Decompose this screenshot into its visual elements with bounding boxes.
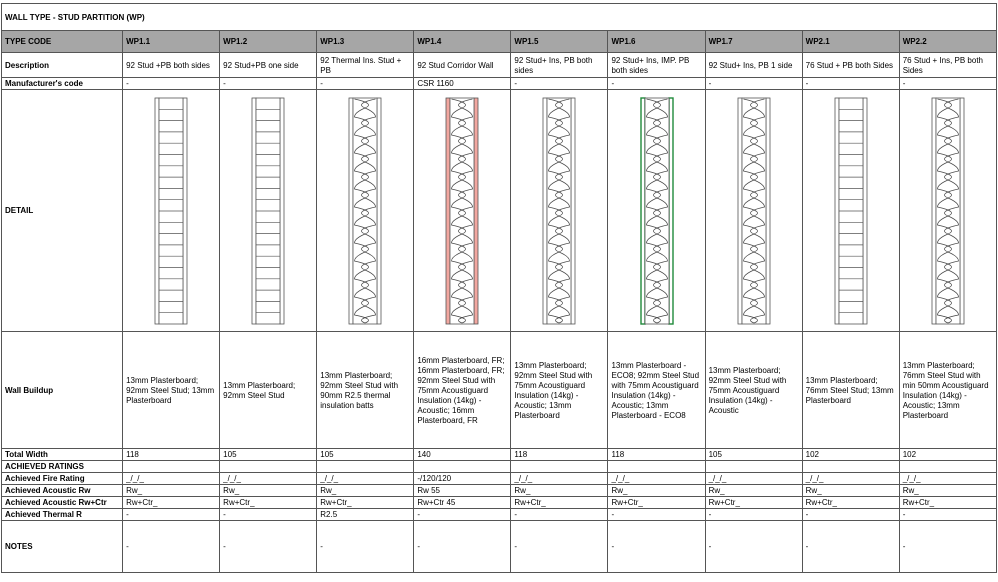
total-width-cell: 118: [511, 449, 608, 461]
description-cell: 92 Stud +PB both sides: [123, 53, 220, 78]
thermal-cell: -: [802, 509, 899, 521]
wall-section-drawing: [640, 97, 674, 325]
fire-cell: _/_/_: [220, 473, 317, 485]
detail-cell: [899, 90, 996, 332]
code-cell: WP1.4: [414, 31, 511, 53]
rwctr-cell: Rw+Ctr_: [511, 497, 608, 509]
thermal-row: [2, 509, 997, 521]
plasterboard-right: [183, 98, 187, 324]
wall-section-drawing: [834, 97, 868, 325]
detail-cell: [220, 90, 317, 332]
code-cell: WP1.2: [220, 31, 317, 53]
plasterboard-right: [766, 98, 770, 324]
plasterboard-right: [474, 98, 478, 324]
description-cell: 92 Stud+PB one side: [220, 53, 317, 78]
notes-cell: -: [511, 521, 608, 573]
detail-cell: [123, 90, 220, 332]
empty-cell: [608, 461, 705, 473]
wall-section-drawing: [931, 97, 965, 325]
code-cell: WP1.7: [705, 31, 802, 53]
empty-cell: [220, 461, 317, 473]
manufacturer-cell: -: [802, 78, 899, 90]
plasterboard-left: [835, 98, 839, 324]
buildup-cell: 13mm Plasterboard; 92mm Steel Stud with 75mm Acoustiguard Insulation (14kg) - Acoustic; 13mm Plasterboard: [511, 332, 608, 449]
fire-cell: _/_/_: [123, 473, 220, 485]
plasterboard-left: [932, 98, 936, 324]
detail-cell: [414, 90, 511, 332]
notes-row: [2, 521, 997, 573]
plasterboard-left: [446, 98, 450, 324]
empty-cell: [899, 461, 996, 473]
detail-row: [2, 90, 997, 332]
rwctr-cell: Rw+Ctr_: [899, 497, 996, 509]
rwctr-cell: Rw+Ctr_: [317, 497, 414, 509]
stud-cavity: [936, 98, 960, 324]
total-width-cell: 102: [802, 449, 899, 461]
rw-cell: Rw 55: [414, 485, 511, 497]
manufacturer-cell: -: [608, 78, 705, 90]
plasterboard-left: [543, 98, 547, 324]
achieved-ratings-label: ACHIEVED RATINGS: [2, 461, 123, 473]
total-width-cell: 140: [414, 449, 511, 461]
buildup-cell: 13mm Plasterboard; 92mm Steel Stud; 13mm Plasterboard: [123, 332, 220, 449]
thermal-cell: -: [511, 509, 608, 521]
thermal-cell: R2.5: [317, 509, 414, 521]
total-width-row: [2, 449, 997, 461]
description-cell: 92 Thermal Ins. Stud + PB: [317, 53, 414, 78]
description-cell: 92 Stud+ Ins, PB 1 side: [705, 53, 802, 78]
notes-cell: -: [414, 521, 511, 573]
rw-cell: Rw_: [899, 485, 996, 497]
plasterboard-left: [349, 98, 353, 324]
code-cell: WP1.3: [317, 31, 414, 53]
stud-cavity: [547, 98, 571, 324]
thermal-cell: -: [123, 509, 220, 521]
manufacturer-cell: -: [317, 78, 414, 90]
description-label: Description: [2, 53, 123, 78]
notes-cell: -: [802, 521, 899, 573]
buildup-label: Wall Buildup: [2, 332, 123, 449]
description-cell: 92 Stud+ Ins, IMP. PB both sides: [608, 53, 705, 78]
empty-cell: [511, 461, 608, 473]
notes-label: NOTES: [2, 521, 123, 573]
wall-section-drawing: [737, 97, 771, 325]
wall-section-drawing: [542, 97, 576, 325]
detail-cell: [317, 90, 414, 332]
rwctr-cell: Rw+Ctr 45: [414, 497, 511, 509]
empty-cell: [123, 461, 220, 473]
code-cell: WP2.1: [802, 31, 899, 53]
fire-cell: _/_/_: [802, 473, 899, 485]
fire-cell: _/_/_: [317, 473, 414, 485]
rw-cell: Rw_: [317, 485, 414, 497]
wall-type-schedule: [1, 3, 997, 573]
notes-cell: -: [123, 521, 220, 573]
buildup-cell: 13mm Plasterboard - ECO8; 92mm Steel Stud with 75mm Acoustiguard Insulation (14kg) - Acoustic; 13mm Plasterboard - ECO8: [608, 332, 705, 449]
acoustic-rw-label: Achieved Acoustic Rw: [2, 485, 123, 497]
description-cell: 92 Stud Corridor Wall: [414, 53, 511, 78]
thermal-cell: -: [414, 509, 511, 521]
notes-cell: -: [705, 521, 802, 573]
total-width-cell: 102: [899, 449, 996, 461]
fire-cell: _/_/_: [608, 473, 705, 485]
manufacturer-cell: -: [511, 78, 608, 90]
buildup-row: [2, 332, 997, 449]
rwctr-cell: Rw+Ctr_: [123, 497, 220, 509]
detail-cell: [705, 90, 802, 332]
rwctr-cell: Rw+Ctr_: [608, 497, 705, 509]
schedule-title: WALL TYPE - STUD PARTITION (WP): [2, 4, 997, 31]
fire-rating-row: [2, 473, 997, 485]
detail-label: DETAIL: [2, 90, 123, 332]
rw-cell: Rw_: [705, 485, 802, 497]
rw-cell: Rw_: [511, 485, 608, 497]
buildup-cell: 13mm Plasterboard; 76mm Steel Stud; 13mm Plasterboard: [802, 332, 899, 449]
plasterboard-right: [280, 98, 284, 324]
buildup-cell: 13mm Plasterboard; 92mm Steel Stud: [220, 332, 317, 449]
description-cell: 76 Stud + Ins, PB both Sides: [899, 53, 996, 78]
plasterboard-left: [738, 98, 742, 324]
buildup-cell: 13mm Plasterboard; 92mm Steel Stud with 90mm R2.5 thermal insulation batts: [317, 332, 414, 449]
wall-section-drawing: [348, 97, 382, 325]
rw-cell: Rw_: [608, 485, 705, 497]
stud-cavity: [645, 98, 669, 324]
rwctr-cell: Rw+Ctr_: [802, 497, 899, 509]
thermal-label: Achieved Thermal R: [2, 509, 123, 521]
rw-cell: Rw_: [123, 485, 220, 497]
empty-cell: [802, 461, 899, 473]
achieved-ratings-row: [2, 461, 997, 473]
stud-cavity: [450, 98, 474, 324]
fire-cell: _/_/_: [899, 473, 996, 485]
acoustic-rw-row: [2, 485, 997, 497]
rwctr-cell: Rw+Ctr_: [220, 497, 317, 509]
wall-section-drawing: [251, 97, 285, 325]
buildup-cell: 16mm Plasterboard, FR; 16mm Plasterboard, FR; 92mm Steel Stud with 75mm Acoustiguard Insulation (14kg) - Acoustic; 16mm Plasterboard, FR: [414, 332, 511, 449]
plasterboard-right: [863, 98, 867, 324]
fire-rating-label: Achieved Fire Rating: [2, 473, 123, 485]
stud-cavity: [742, 98, 766, 324]
total-width-label: Total Width: [2, 449, 123, 461]
total-width-cell: 105: [317, 449, 414, 461]
plasterboard-right: [377, 98, 381, 324]
plasterboard-right: [960, 98, 964, 324]
description-cell: 92 Stud+ Ins, PB both sides: [511, 53, 608, 78]
rwctr-cell: Rw+Ctr_: [705, 497, 802, 509]
thermal-cell: -: [220, 509, 317, 521]
manufacturer-row: [2, 78, 997, 90]
rw-cell: Rw_: [220, 485, 317, 497]
empty-cell: [414, 461, 511, 473]
type-code-label: TYPE CODE: [2, 31, 123, 53]
manufacturer-cell: CSR 1160: [414, 78, 511, 90]
wall-section-drawing: [445, 97, 479, 325]
manufacturer-cell: -: [899, 78, 996, 90]
plasterboard-right: [669, 98, 673, 324]
notes-cell: -: [317, 521, 414, 573]
empty-cell: [317, 461, 414, 473]
total-width-cell: 118: [123, 449, 220, 461]
code-cell: WP1.5: [511, 31, 608, 53]
description-row: [2, 53, 997, 78]
buildup-cell: 13mm Plasterboard; 92mm Steel Stud with 75mm Acoustiguard Insulation (14kg) - Acoustic: [705, 332, 802, 449]
rw-cell: Rw_: [802, 485, 899, 497]
thermal-cell: -: [608, 509, 705, 521]
manufacturer-label: Manufacturer's code: [2, 78, 123, 90]
total-width-cell: 105: [705, 449, 802, 461]
buildup-cell: 13mm Plasterboard; 76mm Steel Stud with min 50mm Acoustiguard Insulation (14kg) - Acoustic; 13mm Plasterboard: [899, 332, 996, 449]
fire-cell: _/_/_: [705, 473, 802, 485]
manufacturer-cell: -: [123, 78, 220, 90]
code-cell: WP1.6: [608, 31, 705, 53]
thermal-cell: -: [705, 509, 802, 521]
total-width-cell: 118: [608, 449, 705, 461]
code-cell: WP1.1: [123, 31, 220, 53]
notes-cell: -: [608, 521, 705, 573]
code-cell: WP2.2: [899, 31, 996, 53]
manufacturer-cell: -: [220, 78, 317, 90]
empty-cell: [705, 461, 802, 473]
detail-cell: [511, 90, 608, 332]
fire-cell: _/_/_: [511, 473, 608, 485]
plasterboard-left: [641, 98, 645, 324]
acoustic-rwctr-row: [2, 497, 997, 509]
stud-cavity: [353, 98, 377, 324]
detail-cell: [608, 90, 705, 332]
plasterboard-left: [252, 98, 256, 324]
acoustic-rwctr-label: Achieved Acoustic Rw+Ctr: [2, 497, 123, 509]
type-code-row: [2, 31, 997, 53]
manufacturer-cell: -: [705, 78, 802, 90]
total-width-cell: 105: [220, 449, 317, 461]
detail-cell: [802, 90, 899, 332]
plasterboard-right: [571, 98, 575, 324]
notes-cell: -: [899, 521, 996, 573]
plasterboard-left: [155, 98, 159, 324]
notes-cell: -: [220, 521, 317, 573]
thermal-cell: -: [899, 509, 996, 521]
description-cell: 76 Stud + PB both Sides: [802, 53, 899, 78]
fire-cell: -/120/120: [414, 473, 511, 485]
wall-section-drawing: [154, 97, 188, 325]
